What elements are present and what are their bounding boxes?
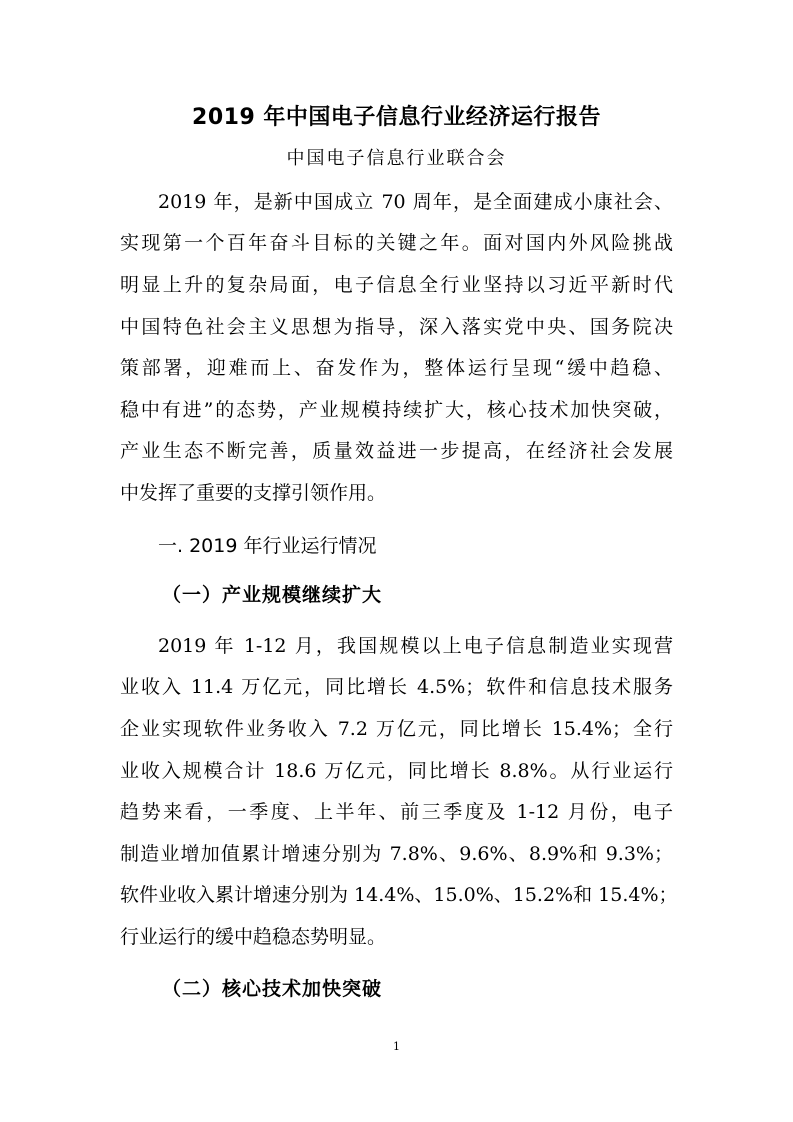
document-organization: 中国电子信息行业联合会 <box>286 148 507 169</box>
paragraph-line: 2019 年 1-12 月，我国规模以上电子信息制造业实现营 <box>158 635 673 657</box>
subsection-heading: （二）核心技术加快突破 <box>162 978 383 1000</box>
paragraph-line: 业收入规模合计 18.6 万亿元，同比增长 8.8%。从行业运行 <box>120 760 673 782</box>
intro-line: 明显上升的复杂局面，电子信息全行业坚持以习近平新时代 <box>120 274 673 296</box>
paragraph-line: 业收入 11.4 万亿元，同比增长 4.5%；软件和信息技术服务 <box>120 676 673 698</box>
intro-line: 中国特色社会主义思想为指导，深入落实党中央、国务院决 <box>120 316 673 338</box>
intro-line: 中发挥了重要的支撑引领作用。 <box>120 482 387 504</box>
paragraph-line: 制造业增加值累计增速分别为 7.8%、9.6%、8.9%和 9.3%； <box>120 843 673 865</box>
document-title: 2019 年中国电子信息行业经济运行报告 <box>192 105 601 130</box>
paragraph-line: 趋势来看，一季度、上半年、前三季度及 1-12 月份，电子 <box>120 801 673 823</box>
section-heading: 一. 2019 年行业运行情况 <box>158 535 377 557</box>
intro-line: 实现第一个百年奋斗目标的关键之年。面对国内外风险挑战 <box>120 232 673 254</box>
intro-line: 2019 年，是新中国成立 70 周年，是全面建成小康社会、 <box>158 191 673 213</box>
paragraph-line: 企业实现软件业务收入 7.2 万亿元，同比增长 15.4%；全行 <box>120 718 673 740</box>
paragraph-line: 软件业收入累计增速分别为 14.4%、15.0%、15.2%和 15.4%； <box>120 884 678 906</box>
intro-line: 产业生态不断完善，质量效益进一步提高，在经济社会发展 <box>120 440 673 462</box>
paragraph-line: 行业运行的缓中趋稳态势明显。 <box>120 926 387 948</box>
intro-line: 稳中有进”的态势，产业规模持续扩大，核心技术加快突破， <box>120 399 673 421</box>
subsection-heading: （一）产业规模继续扩大 <box>162 584 383 606</box>
intro-line: 策部署，迎难而上、奋发作为，整体运行呈现“缓中趋稳、 <box>120 357 673 379</box>
page-number: 1 <box>393 1040 400 1053</box>
